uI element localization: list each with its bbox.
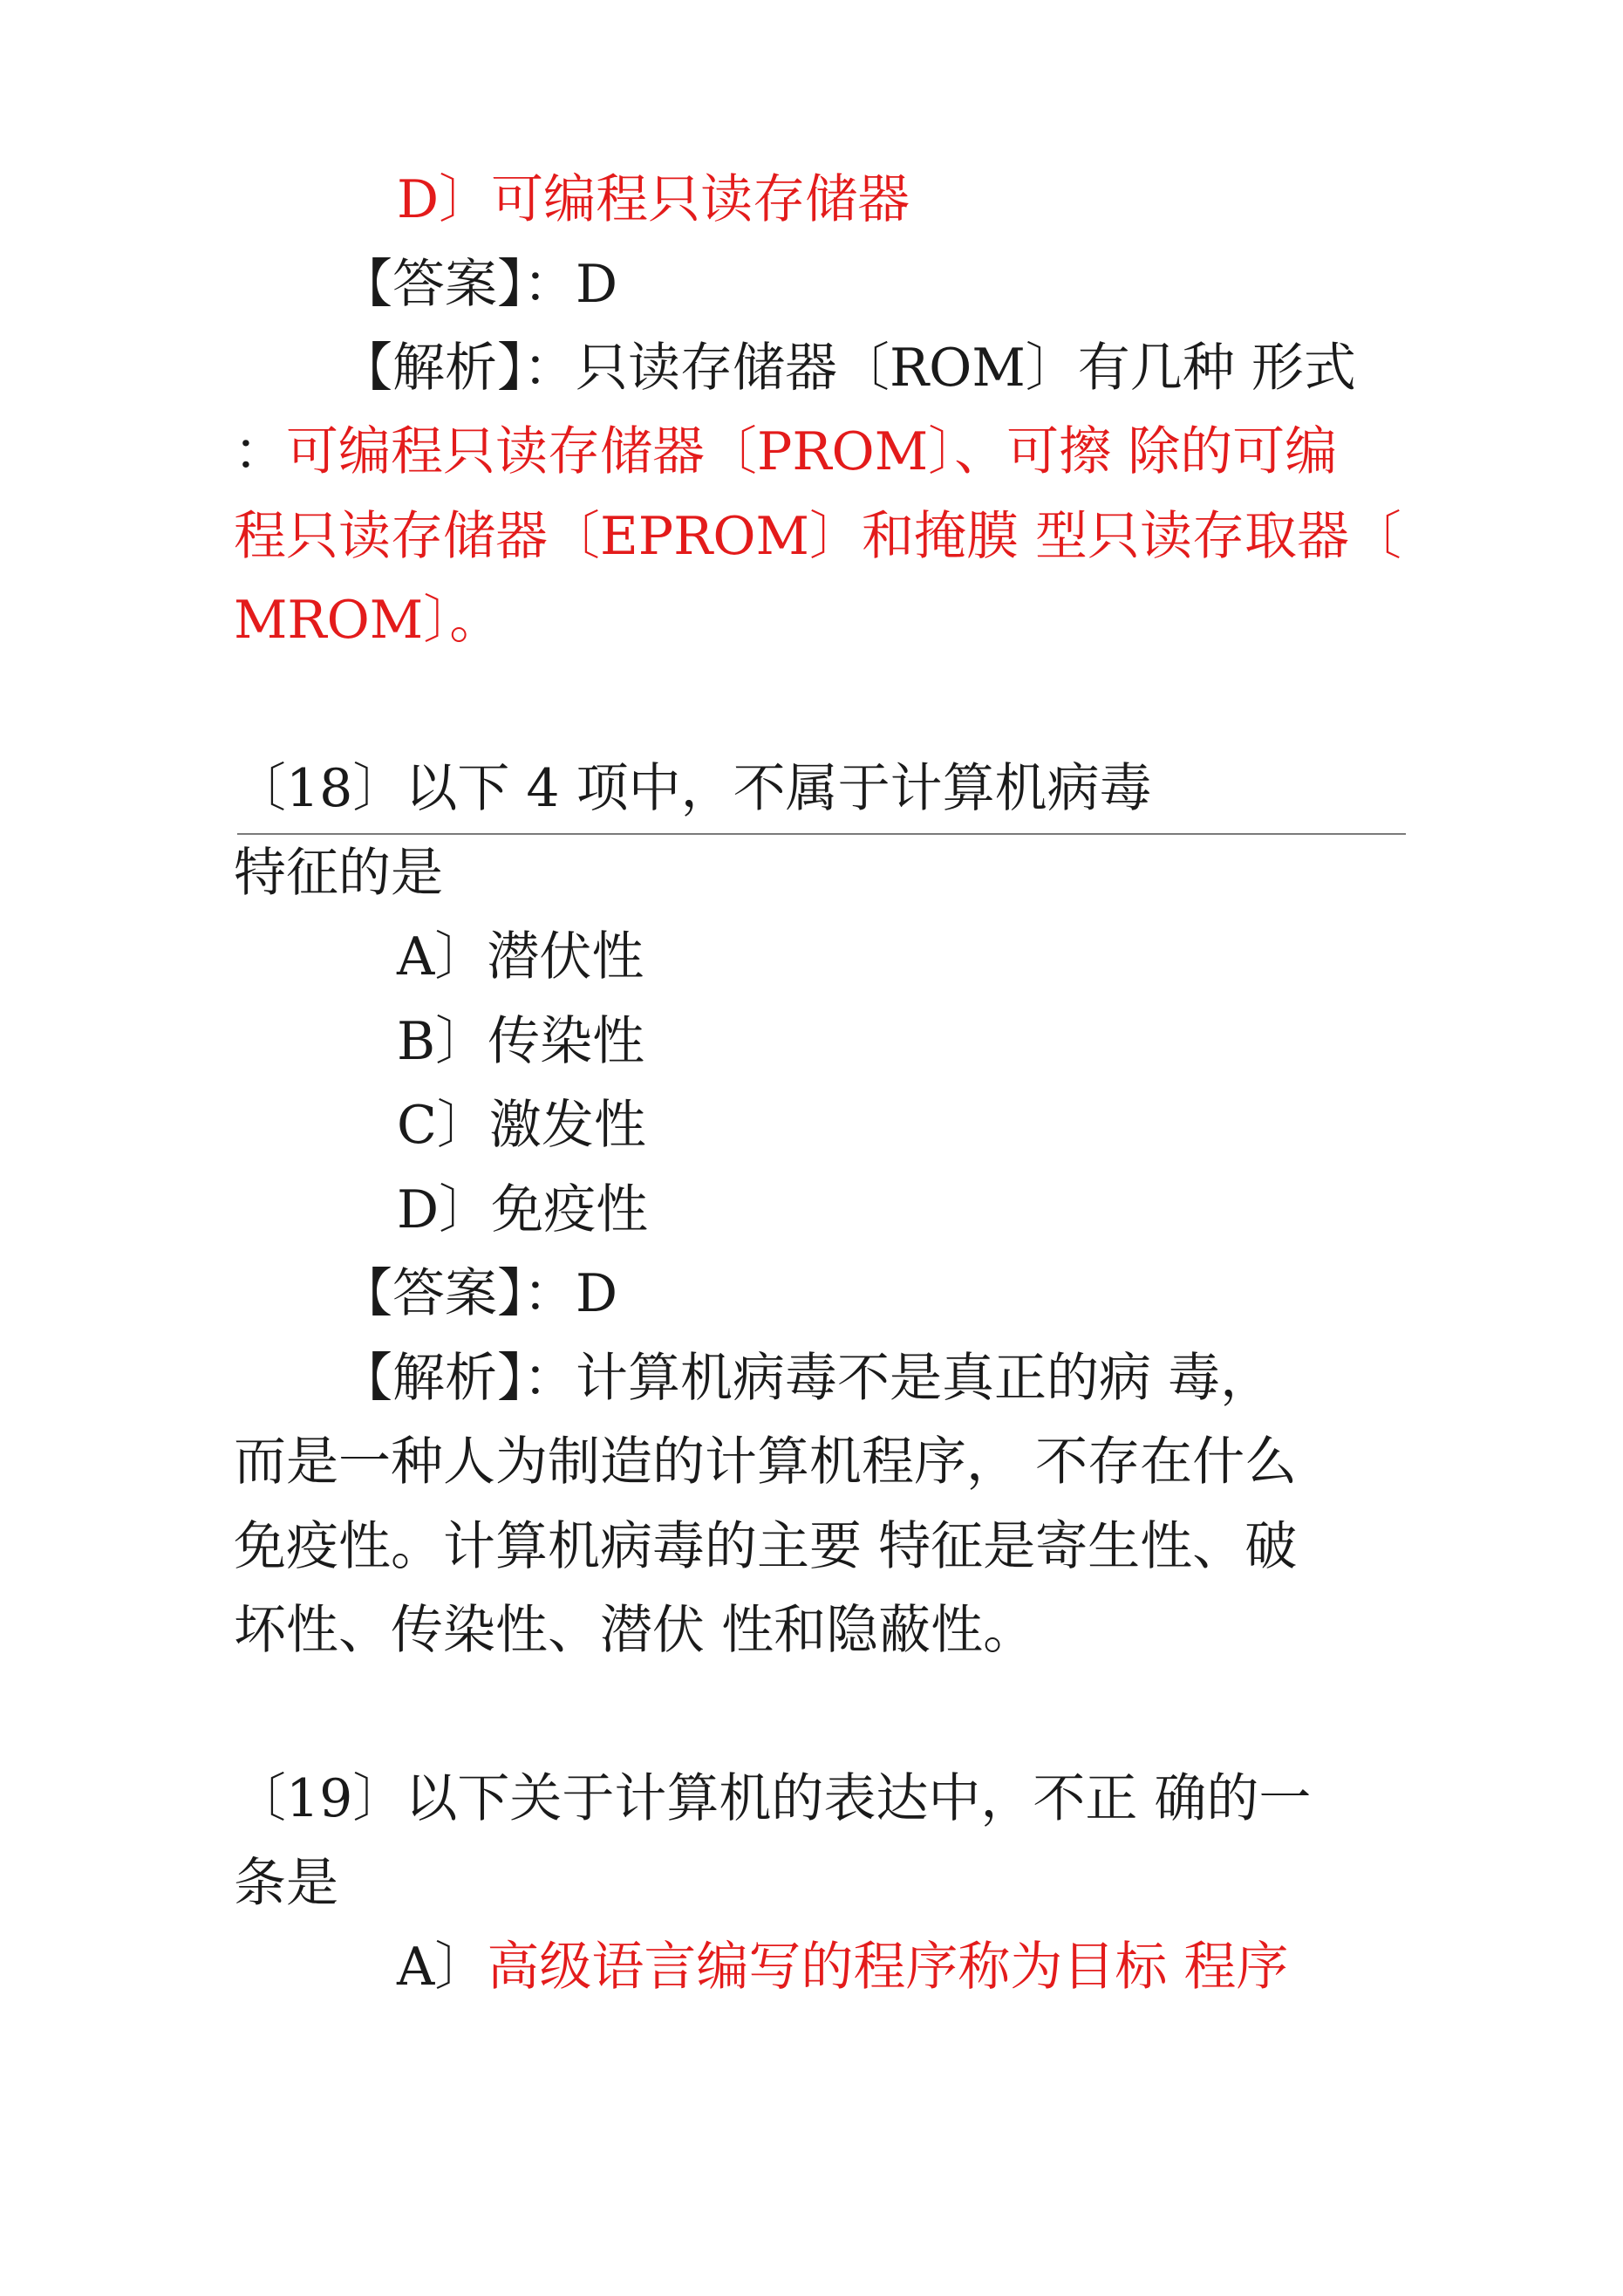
- q17-analysis-line4: MROM〕。: [234, 590, 502, 651]
- q18-analysis-line3: 免疫性。计算机病毒的主要 特征是寄生性、破: [234, 1516, 1298, 1577]
- q18-analysis-label: 【解析】: [340, 1348, 523, 1409]
- q17-option-d-letter: D〕: [397, 169, 492, 230]
- q18-option-a-text: 潜伏性: [487, 926, 644, 987]
- q17-analysis-line2-red: 可编程只读存储器〔PROM〕、可擦 除的可编: [286, 421, 1338, 482]
- q18-option-d-text: 免疫性: [491, 1179, 649, 1240]
- q17-analysis-text1: 只读存储器〔ROM〕有几种 形式: [576, 338, 1356, 399]
- q18-answer-value: D: [576, 1263, 618, 1324]
- q19-option-a-text: 高级语言编写的程序称为目标 程序: [487, 1937, 1289, 1998]
- q19-stem-line1: 〔19〕以下关于计算机的表达中，不正 确的一: [234, 1768, 1312, 1829]
- q18-divider: [237, 833, 1406, 835]
- q18-answer: [340, 1259, 617, 1329]
- q19-stem-line2: 条是: [234, 1853, 338, 1914]
- q18-answer-sep: ：: [523, 1263, 576, 1324]
- q18-stem-line1: 〔18〕以下 4 项中，不属于计算机病毒: [234, 758, 1152, 819]
- q17-answer: [340, 249, 617, 319]
- q18-option-b-letter: B〕: [397, 1011, 488, 1072]
- q18-analysis-line1: [340, 1343, 1272, 1413]
- q18-answer-label: 【答案】: [340, 1263, 523, 1324]
- q17-analysis-label: 【解析】: [340, 338, 523, 399]
- q17-answer-label: 【答案】: [340, 254, 523, 315]
- q18-option-b-text: 传染性: [488, 1011, 645, 1072]
- q17-analysis-line3: 程只读存储器〔EPROM〕和掩膜 型只读存取器〔: [234, 506, 1402, 567]
- q17-analysis-line2: [234, 417, 1337, 487]
- q17-option-d-text: 可编程只读存储器: [491, 169, 910, 230]
- q18-option-a-letter: A〕: [397, 926, 488, 987]
- q17-option-d: [397, 165, 910, 235]
- q17-analysis-sep: ：: [523, 338, 576, 399]
- q18-option-d-letter: D〕: [397, 1179, 492, 1240]
- q17-answer-sep: ：: [523, 254, 576, 315]
- q18-option-c-text: 激发性: [488, 1095, 646, 1156]
- q18-analysis-line2: 而是一种人为制造的计算机程序， 不存在什么: [234, 1432, 1298, 1493]
- q18-analysis-text1: 计算机病毒不是真正的病 毒，: [576, 1348, 1273, 1409]
- q18-option-d: [397, 1175, 648, 1245]
- q17-answer-value: D: [576, 254, 618, 315]
- q18-option-b: [397, 1007, 644, 1076]
- q18-stem-line2: 特征的是: [234, 843, 443, 904]
- q17-analysis-line2-prefix: ：: [234, 421, 286, 482]
- q19-option-a: [397, 1932, 1288, 2002]
- q18-analysis-sep: ：: [523, 1348, 576, 1409]
- q18-option-c: [397, 1090, 646, 1160]
- q19-option-a-letter: A〕: [397, 1937, 488, 1998]
- q18-option-a: [397, 922, 644, 992]
- q18-analysis-line4: 坏性、传染性、潜伏 性和隐蔽性。: [234, 1600, 1036, 1661]
- q18-option-c-letter: C〕: [397, 1095, 489, 1156]
- q17-analysis-line1: [340, 333, 1356, 403]
